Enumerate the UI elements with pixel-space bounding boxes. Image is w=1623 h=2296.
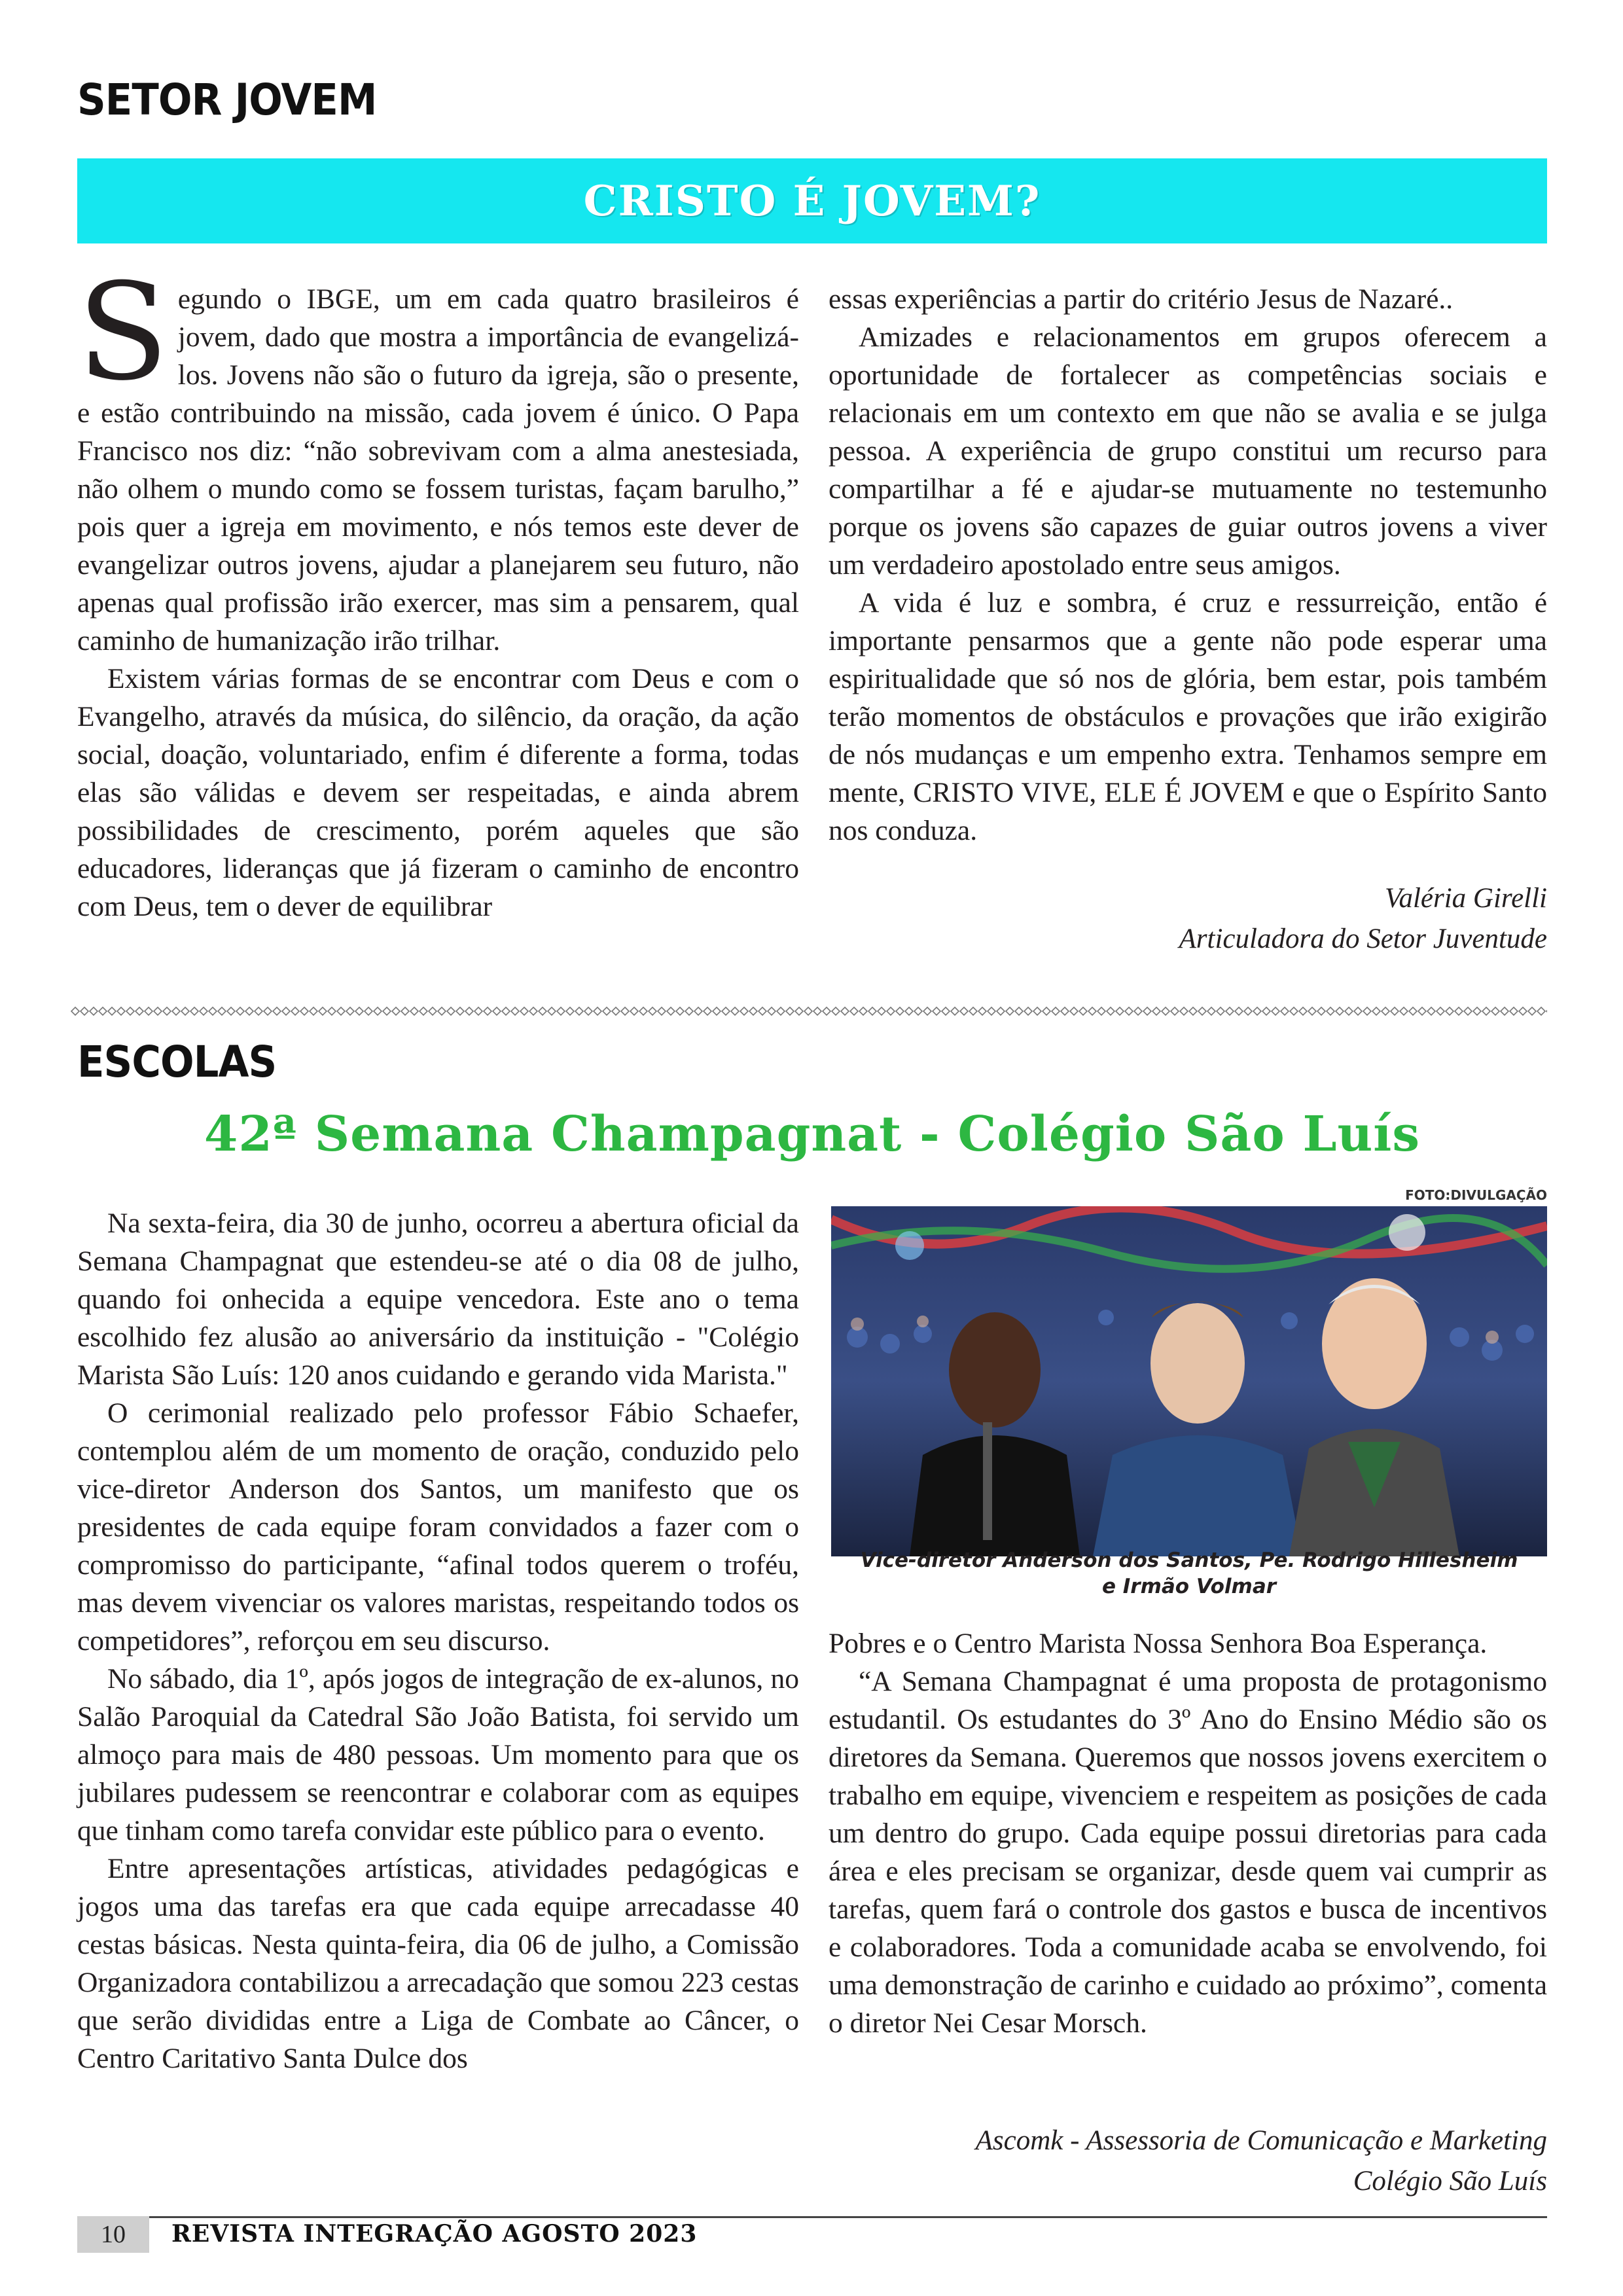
photo-caption: [831, 1547, 1547, 1600]
paragraph: A vida é luz e sombra, é cruz e ressurreição, então é importante pensarmos que a gente não pode esperar uma espiritualidade que só nos de glória, bem estar, pois também terão momentos de obstáculos e provações que irão exigirão de nós mudanças e um empenho extra. Tenhamos sempre em mente, CRISTO VIVE, ELE É JOVEM e que o Espírito Santo nos conduza.: [829, 587, 1547, 846]
paragraph: Existem várias formas de se encontrar com Deus e com o Evangelho, através da música, do silêncio, da oração, da ação social, doação, voluntariado, enfim é diferente a forma, todas elas são válidas e devem ser respeitadas, e ainda abrem possibilidades de crescimento, porém aqueles que são educadores, lideranças que já fizeram o caminho de encontro com Deus, tem o dever de equilibrar: [77, 663, 799, 922]
article-column-left: [77, 255, 799, 925]
article-column-right: [829, 1624, 1547, 2042]
paragraph: egundo o IBGE, um em cada quatro brasileiros é jovem, dado que mostra a importância de evangelizá-los. Jovens não são o futuro da igreja, são o presente, e estão contribuindo na missão, cada jovem é único. O Papa Francisco nos diz: “não sobrevivam com a alma anestesiada, não olhem o mundo como se fossem turistas, façam barulho,” pois quer a igreja em movimento, e nós temos este dever de evangelizar outros jovens, ajudar a planejarem seu futuro, não apenas qual profissão irão exercer, mas sim a pensarem, qual caminho de humanização irão trilhar.: [77, 283, 799, 656]
paragraph: essas experiências a partir do critério Jesus de Nazaré..: [829, 283, 1454, 315]
article-title: CRISTO É JOVEM?: [583, 176, 1041, 226]
article-title-green: 42ª Semana Champagnat - Colégio São Luís: [204, 1106, 1421, 1162]
signature-line: Colégio São Luís: [1353, 2166, 1547, 2197]
page-number: 10: [77, 2216, 149, 2253]
signature-name: Valéria Girelli: [1384, 883, 1547, 914]
magazine-name: REVISTA INTEGRAÇÃO AGOSTO 2023: [171, 2220, 698, 2248]
dropcap-letter: S: [77, 255, 169, 410]
paragraph: Amizades e relacionamentos em grupos oferecem a oportunidade de fortalecer as competências sociais e relacionais em um contexto em que não se avalia e se julga pessoa. A experiência de grupo constitui um recurso para compartilhar a fé e ajudar-se mutuamente no testemunho porque os jovens são capazes de guiar outros jovens a viver um verdadeiro apostolado entre seus amigos.: [829, 321, 1547, 581]
caption-line: Vice-diretor Anderson dos Santos, Pe. Rodrigo Hillesheim: [860, 1549, 1518, 1572]
article-title-banner: [77, 158, 1547, 243]
signature-line: Ascomk - Assessoria de Comunicação e Marketing: [975, 2125, 1547, 2156]
photo-illustration: [831, 1206, 1547, 1556]
paragraph: “A Semana Champagnat é uma proposta de protagonismo estudantil. Os estudantes do 3º Ano do Ensino Médio são os diretores da Semana. Queremos que nossos jovens exercitem o trabalho em equipe, vivenciem e respeitem as posições de cada um dentro do grupo. Cada equipe possui diretorias para cada área e eles precisam se organizar, desde quem vai cumprir as tarefas, quem fará o controle dos gastos e busca de incentivos e colaboradores. Toda a comunidade acaba se envolvendo, foi uma demonstração de carinho e cuidado ao próximo”, comenta o diretor Nei Cesar Morsch.: [829, 1666, 1547, 2039]
article-photo: [831, 1206, 1547, 1556]
article-signature: [829, 878, 1547, 960]
section-label-setor-jovem: SETOR JOVEM: [77, 75, 377, 125]
paragraph: Pobres e o Centro Marista Nossa Senhora Boa Esperança.: [829, 1628, 1488, 1659]
article-signature: [829, 2121, 1547, 2202]
section-label-escolas: ESCOLAS: [77, 1037, 277, 1087]
article-column-right: [829, 280, 1547, 850]
caption-line: e Irmão Volmar: [1101, 1575, 1277, 1598]
section-divider: [71, 1007, 1547, 1016]
photo-credit: FOTO:DIVULGAÇÃO: [1405, 1187, 1547, 1203]
signature-role: Articuladora do Setor Juventude: [1179, 924, 1547, 954]
article-column-left: [77, 1204, 799, 2077]
paragraph: O cerimonial realizado pelo professor Fábio Schaefer, contemplou além de um momento de oração, conduzido pelo vice-diretor Anderson dos Santos, um manifesto que os presidentes de cada equipe foram convidados a fazer com o compromisso do participante, “afinal todos querem o troféu, mas devem vivenciar os valores maristas, respeitando todos os competidores”, reforçou em seu discurso.: [77, 1397, 799, 1657]
paragraph: No sábado, dia 1º, após jogos de integração de ex-alunos, no Salão Paroquial da Catedral São João Batista, foi servido um almoço para mais de 480 pessoas. Um momento para que os jubilares pudessem se reencontrar e colaborar com as equipes que tinham como tarefa convidar este público para o evento.: [77, 1663, 799, 1846]
paragraph: Na sexta-feira, dia 30 de junho, ocorreu a abertura oficial da Semana Champagnat que estendeu-se até o dia 08 de julho, quando foi onhecida a equipe vencedora. Este ano o tema escolhido fez alusão ao aniversário da instituição - "Colégio Marista São Luís: 120 anos cuidando e gerando vida Marista.": [77, 1208, 799, 1391]
footer-rule: [77, 2216, 1547, 2218]
paragraph: Entre apresentações artísticas, atividades pedagógicas e jogos uma das tarefas era que cada equipe arrecadasse 40 cestas básicas. Nesta quinta-feira, dia 06 de julho, a Comissão Organizadora contabilizou a arrecadação que somou 223 cestas que serão divididas entre a Liga de Combate ao Câncer, o Centro Caritativo Santa Dulce dos: [77, 1853, 799, 2074]
